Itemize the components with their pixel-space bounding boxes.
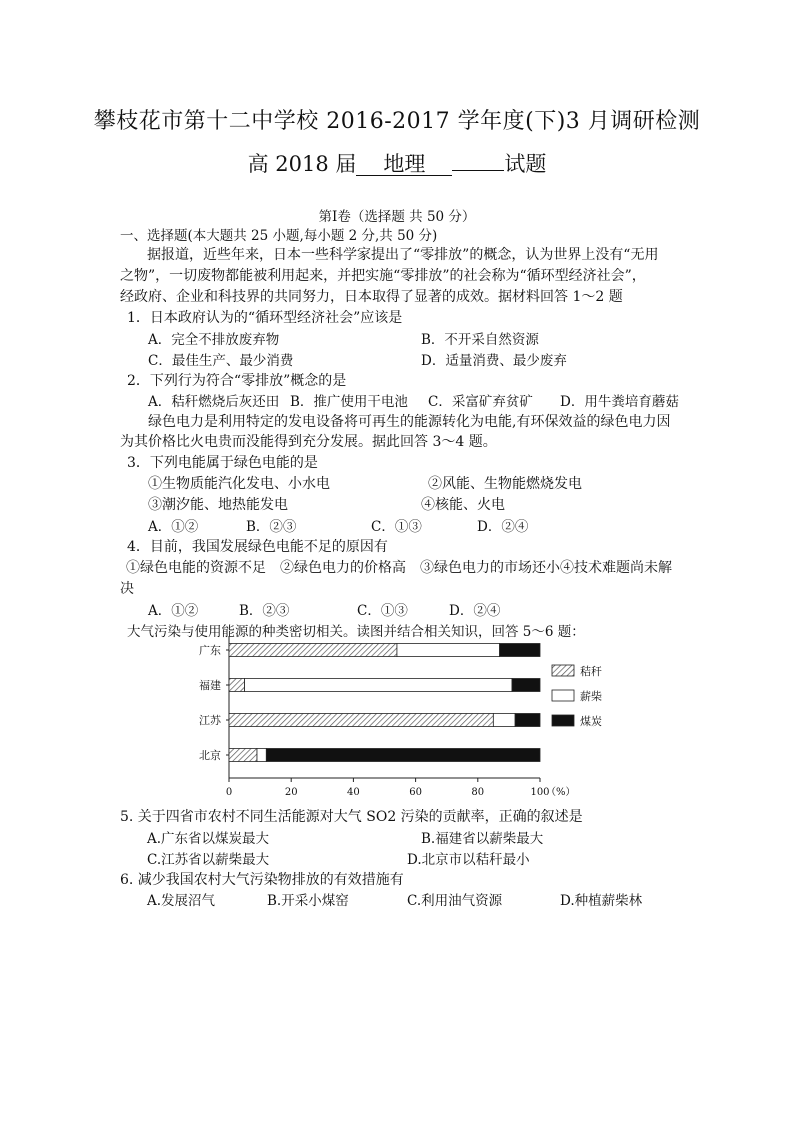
bar-segment <box>229 749 257 762</box>
q3-option-b: B．②③ <box>246 519 297 535</box>
subject-blank-tail <box>452 170 504 171</box>
legend-label: 秸秆 <box>580 665 602 678</box>
bar-segment <box>266 749 540 762</box>
q6-option-b: B.开采小煤窑 <box>267 893 349 909</box>
passage2-line2: 为其价格比火电贵而没能得到充分发展。据此回答 3～4 题。 <box>120 434 497 450</box>
x-tick-label: 80 <box>471 787 485 798</box>
q6-option-c: C.利用油气资源 <box>407 893 503 909</box>
q1-option-d: D．适量消费、最少废弃 <box>421 353 567 369</box>
q4-option-c: C．①③ <box>357 603 408 619</box>
category-label: 北京 <box>199 749 221 762</box>
q2-option-c: C．采富矿弃贫矿 <box>428 394 533 410</box>
bar-segment <box>493 714 515 727</box>
bar-segment <box>500 644 540 657</box>
q5-stem: 5. 关于四省市农村不同生活能源对大气 SO2 污染的贡献率，正确的叙述是 <box>120 809 583 825</box>
x-tick-label: 40 <box>347 787 360 798</box>
q6-option-d: D.种植薪柴林 <box>560 893 643 909</box>
q5-option-a: A.广东省以煤炭最大 <box>147 831 270 847</box>
q4-items-line2: 决 <box>120 581 134 597</box>
bar-segment <box>397 644 500 657</box>
category-label: 江苏 <box>199 714 221 727</box>
passage3: 大气污染与使用能源的种类密切相关。读图并结合相关知识，回答 5～6 题： <box>127 624 585 640</box>
passage2-line1: 绿色电力是利用特定的发电设备将可再生的能源转化为电能,有环保效益的绿色电力因 <box>148 414 671 430</box>
bar-segment <box>515 714 540 727</box>
q3-item-2: ②风能、生物能燃烧发电 <box>428 476 582 492</box>
q5-option-c: C.江苏省以薪柴最大 <box>147 852 270 868</box>
q4-option-d: D．②④ <box>449 603 501 619</box>
q4-stem: 4．目前，我国发展绿色电能不足的原因有 <box>127 539 388 555</box>
q3-item-3: ③潮汐能、地热能发电 <box>148 497 288 513</box>
bar-segment <box>229 714 493 727</box>
bar-segment <box>229 644 397 657</box>
q2-option-a: A．秸秆燃烧后灰还田 <box>148 394 280 410</box>
q3-option-a: A．①② <box>148 519 199 535</box>
q3-item-1: ①生物质能汽化发电、小水电 <box>148 476 330 492</box>
q2-stem: 2．下列行为符合“零排放”概念的是 <box>127 373 347 389</box>
q3-option-c: C．①③ <box>371 519 422 535</box>
category-label: 广东 <box>199 644 221 657</box>
q1-option-a: A．完全不排放废弃物 <box>148 332 280 348</box>
passage1-line3: 经政府、企业和科技界的共同努力，日本取得了显著的成效。据材料回答 1～2 题 <box>120 289 623 305</box>
section-instruction: 一、选择题(本大题共 25 小题,每小题 2 分,共 50 分) <box>120 228 438 244</box>
bar-segment <box>512 679 540 692</box>
q4-option-a: A．①② <box>148 603 199 619</box>
x-unit-label: （%） <box>546 787 576 798</box>
legend-label: 薪柴 <box>580 690 602 703</box>
q6-option-a: A.发展沼气 <box>147 893 216 909</box>
exam-title: 攀枝花市第十二中学校 2016-2017 学年度(下)3 月调研检测 <box>93 109 701 134</box>
q3-item-4: ④核能、火电 <box>421 497 505 513</box>
bar-segment <box>257 749 266 762</box>
q2-option-d: D．用牛粪培育蘑菇 <box>560 394 679 410</box>
test-label: 试题 <box>504 152 547 176</box>
q5-option-d: D.北京市以秸秆最小 <box>407 852 530 868</box>
q4-items-line1: ①绿色电能的资源不足 ②绿色电力的价格高 ③绿色电力的市场还小④技术难题尚未解 <box>126 560 672 576</box>
q1-option-b: B．不开采自然资源 <box>421 332 539 348</box>
category-label: 福建 <box>199 679 221 692</box>
q3-option-d: D．②④ <box>477 519 529 535</box>
q5-option-b: B.福建省以薪柴最大 <box>421 831 544 847</box>
q3-stem: 3．下列电能属于绿色电能的是 <box>127 455 318 471</box>
q1-option-c: C．最佳生产、最少消费 <box>148 353 294 369</box>
energy-pollution-chart <box>188 630 628 802</box>
subject-blank: 地理 <box>356 153 452 176</box>
passage1-line1: 据报道，近些年来，日本一些科学家提出了“零排放”的概念，认为世界上没有“无用 <box>147 247 659 263</box>
x-tick-label: 20 <box>284 787 298 798</box>
legend-swatch <box>552 690 574 701</box>
passage1-line2: 之物”，一切废物都能被利用起来，并把实施“零排放”的社会称为“循环型经济社会”， <box>120 268 646 284</box>
legend-swatch <box>552 715 574 726</box>
exam-subtitle <box>0 148 794 178</box>
q1-stem: 1．日本政府认为的“循环型经济社会”应该是 <box>127 310 403 326</box>
x-tick-label: 100 <box>530 787 550 798</box>
section-title: 第Ⅰ卷（选择题 共 50 分） <box>318 209 476 225</box>
x-tick-label: 60 <box>409 787 422 798</box>
bar-segment <box>229 679 245 692</box>
legend-label: 煤炭 <box>580 715 602 728</box>
q4-option-b: B．②③ <box>239 603 290 619</box>
q2-option-b: B．推广使用干电池 <box>290 394 408 410</box>
bar-segment <box>245 679 512 692</box>
x-tick-label: 0 <box>225 787 233 798</box>
legend-swatch <box>552 665 574 676</box>
grade-label: 高 2018 届 <box>247 152 357 176</box>
q6-stem: 6. 减少我国农村大气污染物排放的有效措施有 <box>120 872 404 888</box>
